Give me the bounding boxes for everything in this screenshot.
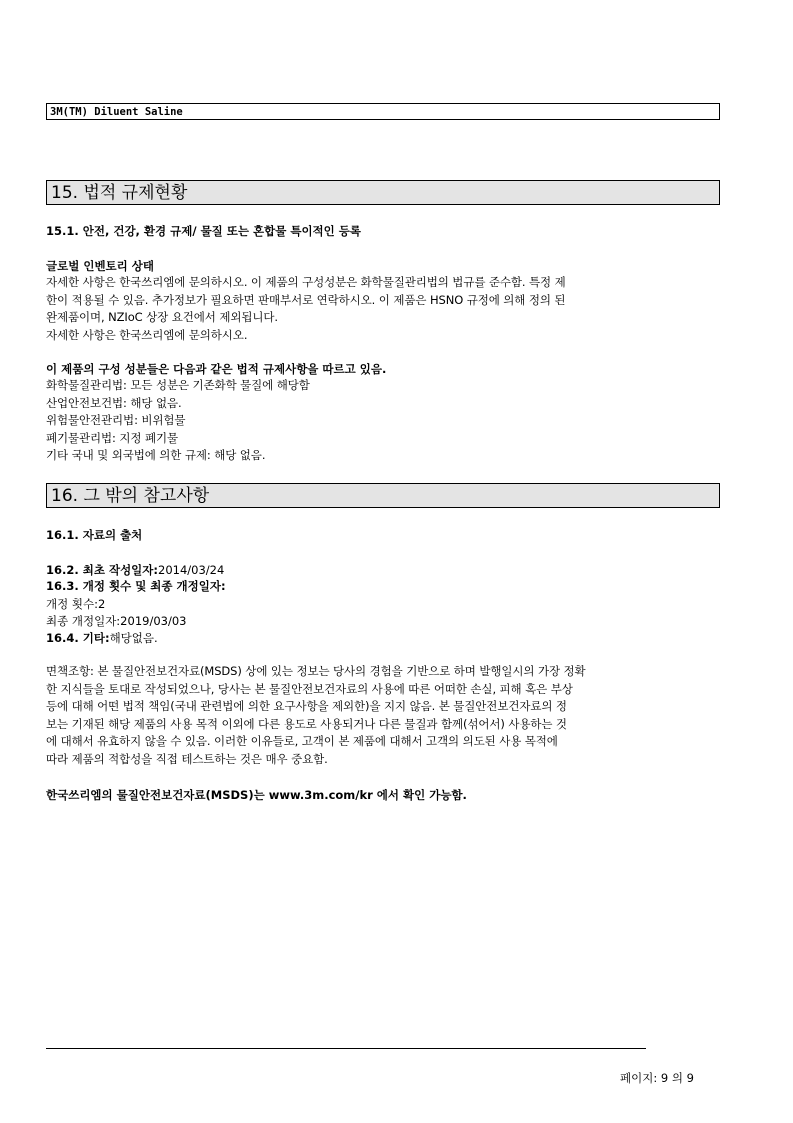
inventory-line: 자세한 사항은 한국쓰리엠에 문의하시오. 이 제품의 구성성분은 화학물질관리법의 법규를 준수함. 특정 제 (46, 275, 566, 289)
other-value: 해당없음. (109, 631, 158, 645)
section-15-1-heading: 15.1. 안전, 건강, 환경 규제/ 물질 또는 혼합물 특이적인 등록 (46, 224, 361, 238)
disclaimer-line: 보는 기재된 해당 제품의 사용 목적 이외에 다른 용도로 사용되거나 다른 물질과 함께(섞어서) 사용하는 것 (46, 716, 567, 731)
inventory-line: 자세한 사항은 한국쓰리엠에 문의하시오. (46, 327, 248, 342)
disclaimer-line: 에 대해서 유효하지 않을 수 있음. 이러한 이유들로, 고객이 본 제품에 대해서 고객의 의도된 사용 목적에 (46, 734, 558, 748)
section-16-3-heading: 16.3. 개정 횟수 및 최종 개정일자: (46, 579, 226, 593)
section-16-1-heading: 16.1. 자료의 출처 (46, 528, 143, 542)
revision-count: 개정 횟수:2 (46, 597, 106, 611)
regulation-item: 폐기물관리법: 지정 폐기물 (46, 430, 178, 445)
inventory-line: 완제품이며, NZIoC 상장 요건에서 제외됩니다. (46, 310, 278, 324)
regulation-item: 위험물안전관리법: 비위험물 (46, 413, 186, 427)
page-number: 페이지: 9 의 9 (620, 1071, 694, 1085)
disclaimer-line: 따라 제품의 적합성을 직접 테스트하는 것은 매우 중요함. (46, 751, 328, 766)
disclaimer-text (46, 663, 726, 768)
inventory-heading: 글로벌 인벤토리 상태 (46, 259, 154, 273)
first-written-date: 2014/03/24 (158, 563, 225, 577)
section-15-title: 15. 법적 규제현황 (46, 180, 720, 205)
section-16-2-label: 16.2. 최초 작성일자: (46, 563, 159, 577)
regulation-item: 기타 국내 및 외국법에 의한 규제: 해당 없음. (46, 448, 266, 462)
footer-divider (46, 1048, 646, 1049)
disclaimer-line: 한 지식들을 토대로 작성되었으나, 당사는 본 물질안전보건자료의 사용에 따른 어떠한 손실, 피해 혹은 부상 (46, 681, 573, 696)
regulation-item: 산업안전보건법: 해당 없음. (46, 395, 182, 410)
section-16-2-row (46, 562, 224, 578)
disclaimer-line: 등에 대해 어떤 법적 책임(국내 관련법에 의한 요구사항을 제외한)을 지지 않음. 본 물질안전보건자료의 정 (46, 699, 567, 713)
section-16-4-row (46, 630, 158, 646)
inventory-line: 한이 적용될 수 있음. 추가정보가 필요하면 판매부서로 연락하시오. 이 제품은 HSNO 규정에 의해 정의 된 (46, 292, 566, 307)
revision-date: 최종 개정일자:2019/03/03 (46, 614, 187, 628)
components-heading: 이 제품의 구성 성분들은 다음과 같은 법적 규제사항을 따르고 있음. (46, 362, 387, 376)
inventory-text (46, 274, 726, 344)
section-16-4-label: 16.4. 기타: (46, 631, 110, 645)
product-header: 3M(TM) Diluent Saline (46, 103, 720, 120)
section-16-title: 16. 그 밖의 참고사항 (46, 483, 720, 508)
regulations-list (46, 377, 726, 465)
regulation-item: 화학물질관리법: 모든 성분은 기존화학 물질에 해당함 (46, 378, 310, 392)
disclaimer-line: 면책조항: 본 물질안전보건자료(MSDS) 상에 있는 정보는 당사의 경험을 기반으로 하며 발행일시의 가장 정확 (46, 664, 586, 678)
msds-availability: 한국쓰리엠의 물질안전보건자료(MSDS)는 www.3m.com/kr 에서 확인 가능함. (46, 788, 467, 802)
